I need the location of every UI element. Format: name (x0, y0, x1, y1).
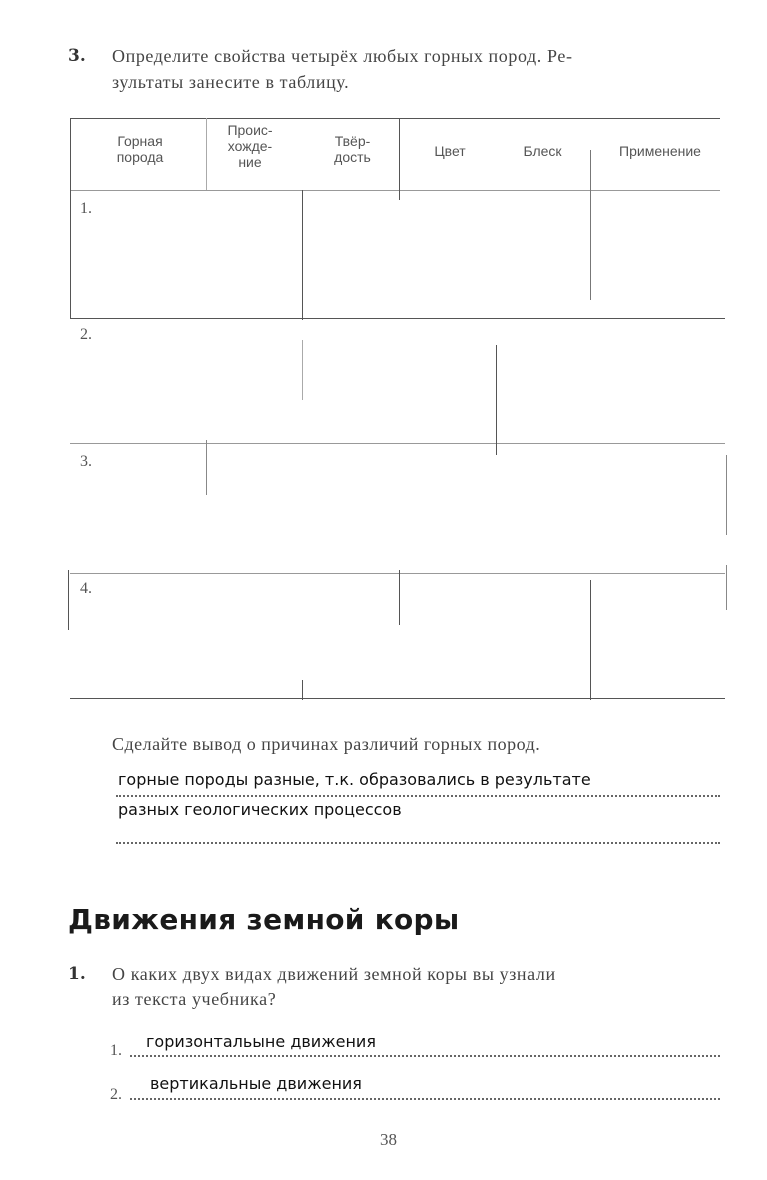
conclusion-answer-dotted-line2 (116, 842, 720, 844)
table-right-border-lower (726, 565, 727, 610)
header-luster: Блеск (523, 143, 562, 159)
table-top-border (70, 118, 720, 119)
row-number-1: 1. (80, 200, 92, 217)
table-col-divider-2-bottom (302, 680, 303, 700)
conclusion-answer-line1[interactable]: горные породы разные, т.к. образовались в результате (118, 770, 591, 789)
section-title: Движения земной коры (68, 903, 460, 936)
table-col-divider-2-mid (302, 340, 303, 400)
header-usage: Применение (619, 143, 701, 159)
table-col-divider-3 (399, 118, 400, 200)
table-col-divider-2 (302, 190, 303, 320)
answer-text-1[interactable]: горизонтальыне движения (146, 1032, 376, 1051)
header-hardness: Твёр- дость (334, 133, 371, 165)
header-color: Цвет (434, 143, 466, 159)
header-origin: Проис- хожде- ние (227, 122, 273, 170)
table-header-divider (70, 190, 720, 191)
header-rock: Горная порода (116, 133, 164, 165)
answer-dotted-line-2 (130, 1098, 720, 1100)
row-number-3: 3. (80, 453, 92, 470)
table-col-divider-5-lower (590, 580, 591, 700)
answer-text-2[interactable]: вертикальные движения (150, 1074, 362, 1093)
task-1-number: 1. (68, 964, 86, 984)
task-3-text-line1: Определите свойства четырёх любых горных пород. Ре- (112, 46, 573, 66)
table-row-divider-2 (70, 443, 725, 444)
task-3-number: 3. (68, 46, 86, 66)
conclusion-prompt: Сделайте вывод о причинах различий горных пород. (112, 734, 541, 754)
page-number: 38 (380, 1130, 397, 1149)
answer-dotted-line-1 (130, 1055, 720, 1057)
table-col-divider-1 (206, 118, 207, 190)
table-bottom-border (70, 698, 725, 699)
table-col-divider-3-lower (399, 570, 400, 625)
task-3-text-line2: зультаты занесите в таблицу. (112, 72, 350, 92)
task-1-text-line2: из текста учебника? (112, 989, 277, 1009)
conclusion-answer-line2[interactable]: разных геологических процессов (118, 800, 402, 819)
table-col-divider-5 (590, 150, 591, 300)
row-number-4: 4. (80, 580, 92, 597)
task-1-text-line1: О каких двух видах движений земной коры вы узнали (112, 964, 556, 984)
table-right-border (726, 455, 727, 535)
answer-number-2: 2. (110, 1086, 122, 1103)
answer-number-1: 1. (110, 1042, 122, 1059)
table-row-divider-1 (70, 318, 725, 319)
table-left-border (70, 118, 71, 318)
conclusion-answer-dotted-line1 (116, 795, 720, 797)
row-number-2: 2. (80, 326, 92, 343)
table-row-divider-3 (70, 573, 725, 574)
table-col-divider-4 (496, 345, 497, 455)
table-col-divider-1-lower (206, 440, 207, 495)
table-left-border-lower (68, 570, 69, 630)
